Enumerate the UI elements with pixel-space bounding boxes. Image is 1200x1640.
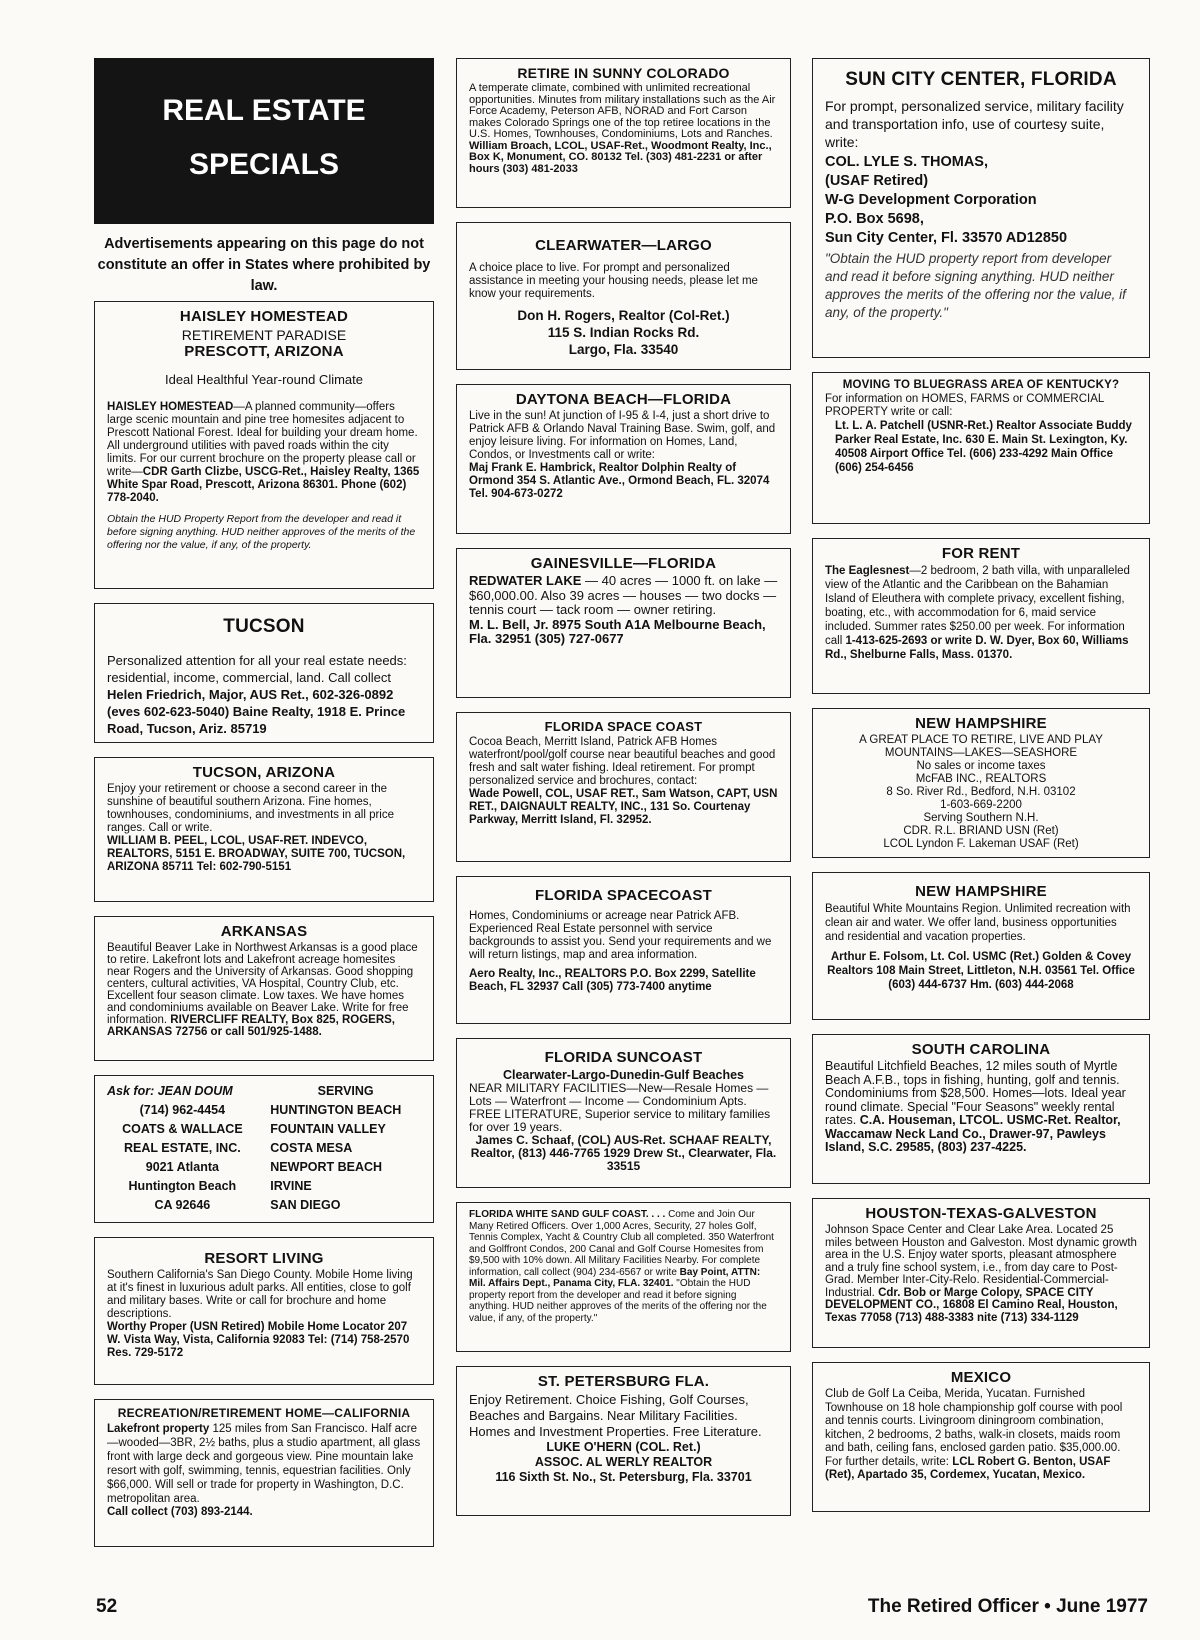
ad-lead: Lakefront property [107, 1423, 210, 1435]
ad-heading: FLORIDA SPACECOAST [535, 887, 712, 904]
ad-line: COSTA MESA [270, 1141, 353, 1155]
ad-line: McFAB INC., REALTORS [915, 773, 1047, 785]
ad-tucson [94, 603, 434, 743]
ad-heading: HAISLEY HOMESTEAD [179, 308, 349, 325]
ad-contact: Aero Realty, Inc., REALTORS P.O. Box 2299, Satellite Beach, FL 32937 Call (305) 773-7400 anytime [469, 968, 756, 993]
ad-line: A GREAT PLACE TO RETIRE, LIVE AND PLAY [859, 734, 1103, 746]
ad-body: Personalized attention for all your real estate needs: residential, income, commercial, land. Call collect [107, 653, 407, 685]
ad-body: —2 bedroom, 2 bath villa, with unparalleled view of the Atlantic and the Caribbean on the Bahamian Island of Eleuthera with complete privacy, excellent fishing, boating, etc., with accommodation for 6, maid service included. Summer rates $250.00 per week. For information call [825, 565, 1130, 647]
ad-for-rent [812, 538, 1150, 694]
ad-lead: FLORIDA WHITE SAND GULF COAST. . . . [469, 1209, 666, 1220]
ad-heading: GAINESVILLE—FLORIDA [530, 555, 717, 572]
ad-hud-note: "Obtain the HUD property report from the developer and read it before signing anything. HUD neither approves of the merits of the offering nor the value, if any, of the property." [469, 1278, 767, 1324]
ad-contact: 116 Sixth St. No., St. Petersburg, Fla. 33701 [495, 1470, 752, 1484]
ad-line: CDR. R.L. BRIAND USN (Ret) [903, 825, 1059, 837]
ad-contact: Call collect (703) 893-2144. [107, 1506, 253, 1518]
ad-contact: Largo, Fla. 33540 [568, 342, 679, 357]
ad-lead: The Eaglesnest [825, 565, 910, 577]
ad-body: For information on HOMES, FARMS or COMMERCIAL PROPERTY write or call: [825, 393, 1104, 418]
ad-body: Cocoa Beach, Merritt Island, Patrick AFB Homes waterfront/pool/golf course near beautiful beaches and good fresh and salt water fishing. Ideal retirement. For prompt personalized service and brochures, contact: [469, 736, 776, 787]
ad-heading: DAYTONA BEACH—FLORIDA [515, 391, 732, 408]
ad-contact: WILLIAM B. PEEL, LCOL, USAF-RET. INDEVCO, REALTORS, 5151 E. BROADWAY, SUITE 700, TUCSON, ARIZONA 85711 Tel: 602-790-5151 [107, 835, 406, 873]
ad-recreation-california [94, 1399, 434, 1547]
ad-body: Club de Golf La Ceiba, Merida, Yucatan. Furnished Townhouse on 18 hole championship golf course with pool and tennis courts. Livingroom diningroom combination, kitchen, 2 bedrooms, 2 baths, walk-in closets, maids room and bath, ceiling fans, enclosed garden patio. $35,000.00. For further details, write: [825, 1388, 1123, 1468]
ad-contact: Sun City Center, Fl. 33570 AD12850 [825, 230, 1068, 246]
ad-line: Ask for: JEAN DOUM [107, 1084, 233, 1098]
ad-houston [812, 1198, 1150, 1348]
ad-line: CA 92646 [154, 1198, 211, 1212]
ad-heading: RETIRE IN SUNNY COLORADO [517, 65, 730, 81]
ad-heading: MEXICO [950, 1369, 1012, 1386]
ad-contact: LCL Robert G. Benton, USAF (Ret), Apartado 35, Cordemex, Yucatan, Mexico. [825, 1455, 1111, 1481]
ad-contact: 1-413-625-2693 or write D. W. Dyer, Box 60, Williams Rd., Shelburne Falls, Mass. 01370. [825, 635, 1129, 661]
ad-body: For prompt, personalized service, military facility and transportation info, use of courtesy suite, write: [825, 98, 1124, 150]
ad-st-petersburg [456, 1366, 791, 1516]
ad-line: COATS & WALLACE [122, 1122, 243, 1136]
ad-resort-living [94, 1237, 434, 1385]
ad-left-column [107, 1082, 258, 1216]
ad-body: 125 miles from San Francisco. Half acre—wooded—3BR, 2½ baths, plus a studio apartment, all glass front with large deck and gorgeous view. Pine mountain lake resort with golf, swimming, tennis, equestrian facilities. Only $66,000. Will sell or trade for property in Washington, D.C. metropolitan area. [107, 1423, 421, 1505]
ad-line: FOUNTAIN VALLEY [270, 1122, 386, 1136]
ad-contact: (USAF Retired) [825, 173, 929, 189]
ad-line: 1-603-669-2200 [940, 799, 1022, 811]
ad-body: Enjoy Retirement. Choice Fishing, Golf Courses, Beaches and Bargains. Near Military Facilities. Homes and Investment Properties. Free Literature. [469, 1392, 762, 1439]
ad-contact: 115 S. Indian Rocks Rd. [547, 325, 700, 340]
ad-hud-note: Obtain the HUD Property Report from the developer and read it before signing anything. HUD neither approves of the merits of the offering nor the value, if any, of the property. [107, 513, 416, 551]
ad-body: Beautiful Beaver Lake in Northwest Arkansas is a good place to retire. Lakefront lots and Lakefront acreage homesites near Rogers and the University of Arkansas. Good shopping centers, cultural activities, VA Hospital, Country Club, etc. Excellent four season climate. Low taxes. We have homes and condominiums available on Beaver Lake. Write for free information. [107, 942, 418, 1026]
ad-clearwater-largo [456, 222, 791, 370]
ad-heading: MOVING TO BLUEGRASS AREA OF KENTUCKY? [842, 379, 1120, 391]
ad-heading: SUN CITY CENTER, FLORIDA [845, 69, 1117, 90]
ad-right-column [270, 1082, 421, 1216]
page-number: 52 [96, 1596, 118, 1617]
ad-contact: William Broach, LCOL, USAF-Ret., Woodmont Realty, Inc., Box K, Monument, CO. 80132 Tel. (303) 481-2231 or after hours (303) 481-2033 [469, 139, 772, 175]
ad-haisley-homestead [94, 301, 434, 589]
ad-heading: HOUSTON-TEXAS-GALVESTON [865, 1205, 1097, 1222]
ad-florida-suncoast [456, 1038, 791, 1188]
ad-lead: HAISLEY HOMESTEAD [107, 401, 234, 413]
ad-heading: NEW HAMPSHIRE [915, 715, 1047, 732]
ad-body: NEAR MILITARY FACILITIES—New—Resale Homes — Lots — Waterfront — Income — Condominium Apts. FREE LITERATURE, Superior service to military families for over 19 years. [469, 1081, 771, 1134]
ad-contact: C.A. Houseman, LTCOL. USMC-Ret. Realtor, Waccamaw Neck Land Co., Drawer-97, Pawleys Island, S.C. 29585, (803) 237-4225. [825, 1113, 1121, 1154]
ad-body: — 40 acres — 1000 ft. on lake — $60,000.00. Also 39 acres — houses — two docks — tennis court — tack room — owner retiring. [469, 573, 778, 617]
ad-contact: P.O. Box 5698, [825, 211, 924, 227]
ad-heading: TUCSON [223, 616, 305, 637]
ad-line: SERVING [317, 1084, 374, 1098]
ad-contact: James C. Schaaf, (COL) AUS-Ret. SCHAAF REALTY, Realtor, (813) 446-7765 1929 Drew St., Clearwater, Fla. 33515 [470, 1133, 777, 1173]
ad-location: PRESCOTT, ARIZONA [184, 343, 344, 360]
ad-colorado [456, 58, 791, 208]
ad-heading: RESORT LIVING [204, 1250, 324, 1267]
ad-body: Homes, Condominiums or acreage near Patrick AFB. Experienced Real Estate personnel with service backgrounds to assist you. Send your requirements and we will return listings, map and area information. [469, 910, 772, 961]
ad-contact: Cdr. Bob or Marge Colopy, SPACE CITY DEVELOPMENT CO., 16808 El Camino Real, Houston, Texas 77058 (713) 488-3383 nite (713) 334-1129 [825, 1286, 1118, 1324]
ad-subheading: Clearwater-Largo-Dunedin-Gulf Beaches [502, 1068, 744, 1082]
ad-body: A temperate climate, combined with unlimited recreational opportunities. Minutes from military installations such as the Air Force Academy, Peterson AFB, NORAD and Fort Carson makes Colorado Springs one of the top retiree locations in the U.S. Homes, Townhouses, Condominiums, Lots and Ranches. [469, 82, 776, 140]
ad-body: —A planned community—offers large scenic mountain and pine tree homesites adjacent to Prescott National Forest. Ideal for building your dream home. All underground utilities with paved roads within the city limits. For our current brochure on the property please call or write— [107, 401, 418, 478]
ad-body: Come and Join Our Many Retired Officers. Over 1,000 Acres, Security, 27 holes Golf, Tennis Complex, Yacht & Country Club all completed. 350 Waterfront and Golffront Condos, 200 Canal and Golf Course Homesites from $9,500 with 10% down. All Military Facilities Nearby. For complete information, call collect (904) 234-6567 or write [469, 1209, 774, 1278]
ad-white-sand-gulf-coast [456, 1202, 791, 1352]
ad-line: REAL ESTATE, INC. [124, 1141, 241, 1155]
ad-sun-city-center [812, 58, 1150, 358]
ad-tagline: Ideal Healthful Year-round Climate [164, 372, 363, 387]
ad-line: 9021 Atlanta [145, 1160, 219, 1174]
section-subtitle: SPECIALS [188, 148, 340, 181]
ad-body: Enjoy your retirement or choose a second career in the sunshine of beautiful southern Arizona. Fine homes, townhouses, condominiums, and investments in all price ranges. Call or write. [107, 783, 395, 834]
ad-hud-note: "Obtain the HUD property report from developer and read it before signing anything. HUD neither approves the merits of the offering nor the value, if any, of the property." [825, 251, 1126, 320]
ad-contact: Lt. L. A. Patchell (USNR-Ret.) Realtor Associate Buddy Parker Real Estate, Inc. 630 E. Main St. Lexington, Ky. 40508 Airport Office Tel. (606) 233-4292 Main Office (606) 254-6456 [835, 420, 1132, 474]
ad-contact: W-G Development Corporation [825, 192, 1037, 208]
ad-contact: ASSOC. AL WERLY REALTOR [534, 1455, 713, 1469]
ad-line: Serving Southern N.H. [923, 812, 1039, 824]
ad-coats-wallace [94, 1075, 434, 1223]
ad-body: Johnson Space Center and Clear Lake Area. Located 25 miles between Houston and Galveston. Most dynamic growth area in the U.S. Enjoy water sports, pleasant atmosphere and a truly fine school system, i.e., from day care to Post-Grad. Member Inter-City-Relo. Residential-Commercial-Industrial. [825, 1224, 1137, 1299]
ad-line: HUNTINGTON BEACH [270, 1103, 402, 1117]
ad-florida-spacecoast [456, 876, 791, 1024]
ad-kentucky [812, 372, 1150, 524]
ad-contact: Bay Point, ATTN: Mil. Affairs Dept., Panama City, FLA. 32401. [469, 1266, 761, 1289]
ad-gainesville [456, 548, 791, 698]
column-right [812, 58, 1150, 1526]
ad-heading: SOUTH CAROLINA [911, 1041, 1051, 1058]
ad-florida-space-coast [456, 712, 791, 862]
ad-line: (714) 962-4454 [139, 1103, 226, 1117]
ad-heading: FLORIDA SUNCOAST [544, 1049, 703, 1066]
ad-body: Live in the sun! At junction of I-95 & I-4, just a short drive to Patrick AFB & Orlando Naval Training Base. Swim, golf, and enjoy leisure living. For information on Homes, Land, Condos, or Investments call or write: [469, 410, 776, 461]
ad-new-hampshire-2 [812, 872, 1150, 1020]
ad-heading: ST. PETERSBURG FLA. [537, 1373, 710, 1390]
ad-heading: RECREATION/RETIREMENT HOME—CALIFORNIA [117, 1406, 411, 1420]
ad-body: Beautiful White Mountains Region. Unlimited recreation with clean air and water. We offer land, business opportunities and residential and vacation properties. [825, 903, 1131, 943]
ad-lead: REDWATER LAKE [469, 573, 582, 588]
ad-south-carolina [812, 1034, 1150, 1184]
ad-line: NEWPORT BEACH [270, 1160, 383, 1174]
disclaimer: Advertisements appearing on this page do not constitute an offer in States where prohibited by law. [97, 236, 431, 294]
ad-contact: Helen Friedrich, Major, AUS Ret., 602-326-0892 (eves 602-623-5040) Baine Realty, 1918 E. Prince Road, Tucson, Ariz. 85719 [107, 687, 406, 736]
column-left [94, 58, 434, 1561]
publication-footer: The Retired Officer • June 1977 [867, 1596, 1148, 1617]
ad-tucson-arizona [94, 757, 434, 902]
ad-arkansas [94, 916, 434, 1061]
ad-body: Beautiful Litchfield Beaches, 12 miles south of Myrtle Beach A.F.B., tops in fishing, hunting, golf and tennis. Condominiums from $28,500. Homes—lots. Ideal year round climate. Special "Four Seasons" weekly rental rates. [825, 1059, 1126, 1127]
ad-line: SAN DIEGO [270, 1198, 341, 1212]
ad-contact: COL. LYLE S. THOMAS, [825, 154, 989, 170]
ad-line: LCOL Lyndon F. Lakeman USAF (Ret) [883, 838, 1079, 850]
ad-heading: TUCSON, ARIZONA [192, 764, 336, 781]
ad-contact: Don H. Rogers, Realtor (Col-Ret.) [517, 308, 730, 323]
ad-line: IRVINE [270, 1179, 312, 1193]
ad-contact: CDR Garth Clizbe, USCG-Ret., Haisley Realty, 1365 White Spar Road, Prescott, Arizona 86301. Phone (602) 778-2040. [107, 466, 420, 504]
ad-new-hampshire-1 [812, 708, 1150, 858]
ad-line: MOUNTAINS—LAKES—SEASHORE [884, 747, 1078, 759]
ad-line: Huntington Beach [128, 1179, 237, 1193]
ad-contact: Maj Frank E. Hambrick, Realtor Dolphin Realty of Ormond 354 S. Atlantic Ave., Ormond Beach, FL. 32074 Tel. 904-673-0272 [469, 462, 770, 500]
ad-subheading: RETIREMENT PARADISE [181, 327, 347, 343]
ad-heading: NEW HAMPSHIRE [915, 883, 1047, 900]
ad-heading: FOR RENT [941, 545, 1021, 562]
ad-contact: M. L. Bell, Jr. 8975 South A1A Melbourne Beach, Fla. 32951 (305) 727-0677 [469, 616, 766, 646]
section-title: REAL ESTATE [162, 94, 366, 127]
ad-contact: Worthy Proper (USN Retired) Mobile Home Locator 207 W. Vista Way, Vista, California 92083 Tel: (714) 758-2570 Res. 729-5172 [107, 1321, 410, 1359]
column-middle [456, 58, 791, 1530]
ad-mexico [812, 1362, 1150, 1512]
section-title-block [94, 58, 434, 224]
ad-contact: Wade Powell, COL, USAF RET., Sam Watson, CAPT, USN RET., DAIGNAULT REALTY, INC., 131 So. Courtenay Parkway, Merritt Island, Fl. 32952. [469, 788, 778, 826]
ad-heading: FLORIDA SPACE COAST [544, 719, 703, 734]
ad-heading: ARKANSAS [220, 923, 308, 940]
ad-contact: LUKE O'HERN (COL. Ret.) [546, 1440, 701, 1454]
ad-body: Southern California's San Diego County. Mobile Home living at it's finest in luxurious adult parks. All entities, close to golf and military bases. Write or call for brochure and home descriptions. [107, 1269, 413, 1320]
ad-line: No sales or income taxes [916, 760, 1046, 772]
ad-heading: CLEARWATER—LARGO [535, 237, 712, 254]
ad-contact: RIVERCLIFF REALTY, Box 825, ROGERS, ARKANSAS 72756 or call 501/925-1488. [107, 1014, 396, 1038]
ad-body: A choice place to live. For prompt and personalized assistance in meeting your housing needs, please let me know your requirements. [469, 262, 758, 300]
ad-daytona [456, 384, 791, 534]
ad-line: 8 So. River Rd., Bedford, N.H. 03102 [886, 786, 1076, 798]
ad-contact: Arthur E. Folsom, Lt. Col. USMC (Ret.) Golden & Covey Realtors 108 Main Street, Littleton, N.H. 03561 Tel. Office (603) 444-6737 Hm. (603) 444-2068 [827, 951, 1135, 991]
